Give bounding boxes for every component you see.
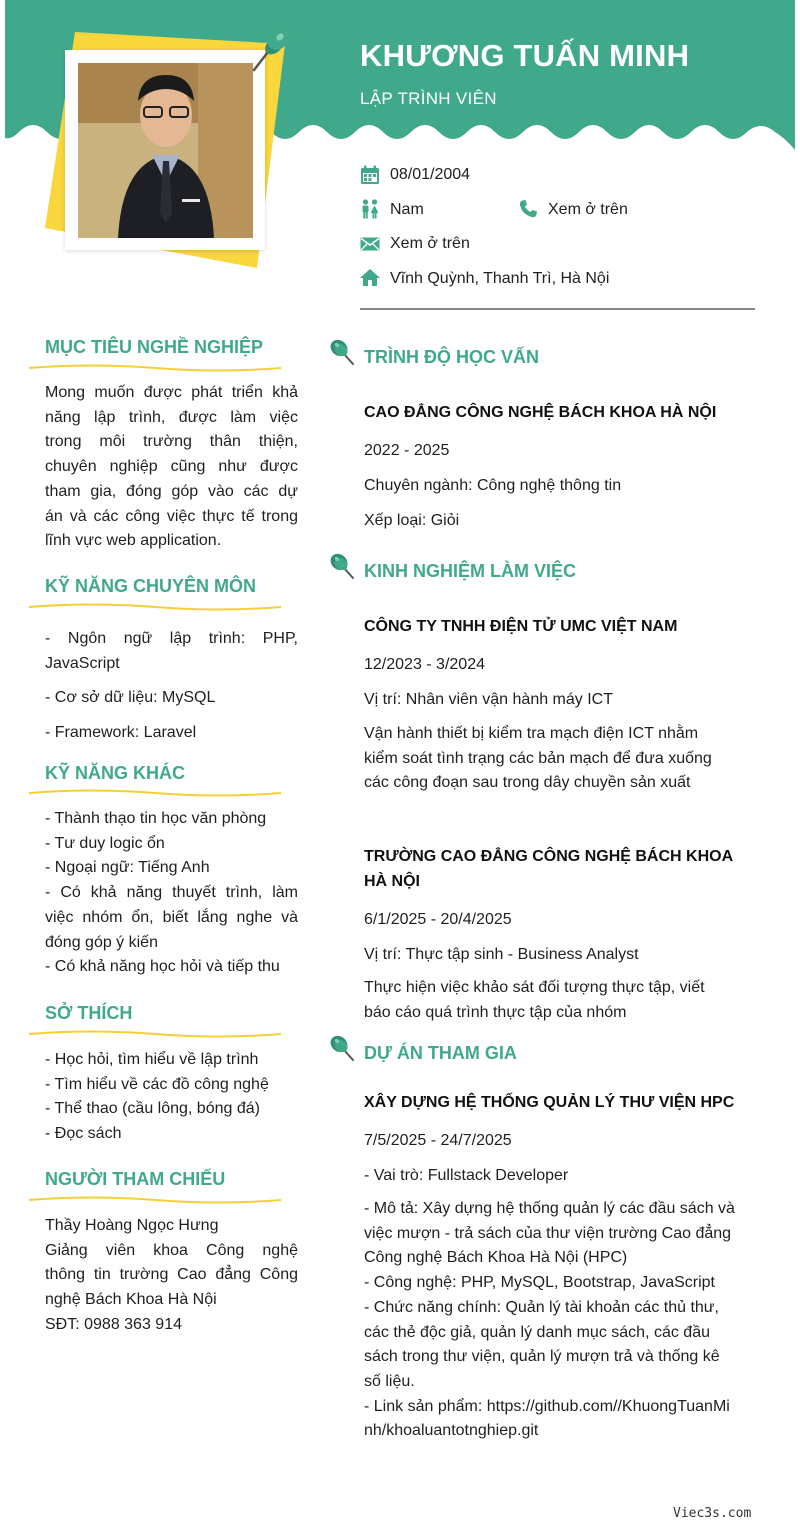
info-divider [360, 308, 755, 310]
home-icon [360, 268, 380, 288]
objective-text: Mong muốn được phát triển khả năng lập trình, được làm việc trong môi trường thân thiện, chuyên nghiệp cũng như được tham gia, đóng góp vào các dự án và các công việc thực tế trong lĩnh vực web application. [45, 384, 298, 550]
birthdate: 08/01/2004 [390, 166, 471, 183]
project-detail: - Công nghệ: PHP, MySQL, Bootstrap, JavaScript [364, 1274, 715, 1292]
projects-heading: DỰ ÁN THAM GIA [364, 1043, 517, 1063]
education-heading: TRÌNH ĐỘ HỌC VẤN [364, 347, 539, 367]
pro-skill-item: - Framework: Laravel [45, 724, 197, 741]
other-skills-text: - Thành thạo tin học văn phòng - Tư duy logic ổn - Ngoại ngữ: Tiếng Anh - Có khả năng thuyết trình, làm việc nhóm ổn, biết lắng nghe và đóng góp ý kiến - Có khả năng học hỏi và tiếp thu [45, 810, 298, 976]
project-detail: - Chức năng chính: Quản lý tài khoản các thủ thư, các thẻ độc giả, quản lý danh mục sách, các đầu sách trong thư viện, quản lý mượn trả và thống kê số liệu. [364, 1298, 720, 1390]
project-details [364, 1197, 736, 1444]
pushpin-icon [329, 338, 357, 366]
section-underline [28, 788, 282, 798]
calendar-icon [360, 165, 380, 185]
email: Xem ở trên [390, 235, 470, 252]
job-position: Vị trí: Thực tập sinh - Business Analyst [364, 946, 639, 963]
experience-heading: KINH NGHIỆM LÀM VIỆC [364, 561, 577, 581]
pushpin-icon [329, 552, 357, 580]
other-skills-heading: KỸ NĂNG KHÁC [45, 763, 186, 783]
education-grade: Xếp loại: Giỏi [364, 512, 460, 529]
job-description: Thực hiện việc khảo sát đối tượng thực tập, viết báo cáo quá trình thực tập của nhóm [364, 979, 705, 1021]
project-name: XÂY DỰNG HỆ THỐNG QUẢN LÝ THƯ VIỆN HPC [364, 1094, 735, 1111]
job-period: 12/2023 - 3/2024 [364, 656, 485, 673]
project-link[interactable]: - Link sản phẩm: https://github.com//KhuongTuanMinh/khoaluantotnghiep.git [364, 1397, 730, 1440]
section-underline [28, 602, 282, 612]
phone-icon [518, 199, 538, 219]
education-major: Chuyên ngành: Công nghệ thông tin [364, 477, 622, 494]
photo-frame [65, 50, 265, 250]
pro-skills-heading: KỸ NĂNG CHUYÊN MÔN [45, 576, 257, 596]
gender: Nam [390, 201, 424, 218]
reference-text: Thầy Hoàng Ngọc Hưng Giảng viên khoa Công nghệ thông tin trường Cao đẳng Công nghệ Bách Khoa Hà Nội SĐT: 0988 363 914 [45, 1217, 298, 1333]
project-detail: - Mô tả: Xây dựng hệ thống quản lý các đầu sách và việc mượn - trả sách của thư viện trường Cao đẳng Công nghệ Bách Khoa Hà Nội (HPC) [364, 1200, 735, 1267]
section-underline [28, 1029, 282, 1039]
watermark: Viec3s.com [673, 1506, 752, 1521]
section-underline [28, 363, 282, 373]
candidate-name: KHƯƠNG TUẤN MINH [360, 38, 690, 73]
project-role: - Vai trò: Fullstack Developer [364, 1167, 569, 1184]
reference-heading: NGƯỜI THAM CHIẾU [45, 1169, 226, 1189]
email-icon [360, 234, 380, 254]
pro-skill-item: - Cơ sở dữ liệu: MySQL [45, 689, 216, 706]
job-company: TRƯỜNG CAO ĐẲNG CÔNG NGHỆ BÁCH KHOA HÀ NỘI [364, 848, 733, 890]
gender-icon [360, 199, 380, 219]
section-underline [28, 1195, 282, 1205]
phone: Xem ở trên [548, 201, 628, 218]
job-period: 6/1/2025 - 20/4/2025 [364, 911, 512, 928]
job-title: LẬP TRÌNH VIÊN [360, 89, 497, 108]
project-period: 7/5/2025 - 24/7/2025 [364, 1132, 512, 1149]
avatar [78, 63, 253, 238]
objective-heading: MỤC TIÊU NGHỀ NGHIỆP [45, 337, 264, 357]
address: Vĩnh Quỳnh, Thanh Trì, Hà Nội [390, 270, 610, 287]
job-position: Vị trí: Nhân viên vận hành máy ICT [364, 691, 613, 708]
education-period: 2022 - 2025 [364, 442, 450, 459]
pro-skill-item: - Ngôn ngữ lập trình: PHP, JavaScript [45, 630, 298, 672]
job-description: Vận hành thiết bị kiểm tra mạch điện ICT nhằm kiểm soát tình trạng các bản mạch để đưa xuống các công đoạn sau trong dây chuyền sản xuất [364, 725, 712, 792]
pushpin-icon [250, 26, 290, 72]
job-company: CÔNG TY TNHH ĐIỆN TỬ UMC VIỆT NAM [364, 618, 678, 635]
pushpin-icon [329, 1034, 357, 1062]
education-school: CAO ĐẲNG CÔNG NGHỆ BÁCH KHOA HÀ NỘI [364, 404, 717, 421]
hobbies-text: - Học hỏi, tìm hiểu về lập trình - Tìm hiểu về các đồ công nghệ - Thể thao (cầu lông, bóng đá) - Đọc sách [45, 1051, 269, 1143]
hobbies-heading: SỞ THÍCH [45, 1003, 133, 1023]
